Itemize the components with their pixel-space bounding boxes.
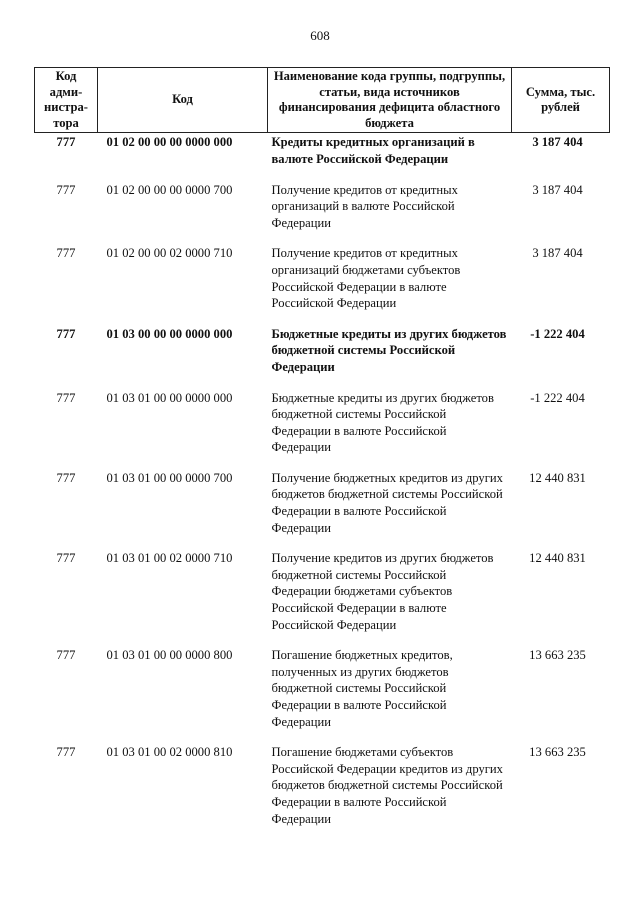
row-code: 01 03 01 00 02 0000 810 xyxy=(106,745,233,760)
row-code: 01 03 01 00 02 0000 710 xyxy=(106,551,233,566)
header-name: Наименование кода группы, подгруппы, статьи, вида источников финансирования дефицита областного бюджета xyxy=(268,68,512,133)
row-admin-code: 777 xyxy=(56,390,76,405)
row-name: Погашение бюджетных кредитов, полученных из других бюджетов бюджетной системы Российской Федерации в валюте Российской Федерации xyxy=(271,648,453,729)
row-name: Погашение бюджетами субъектов Российской Федерации кредитов из других бюджетов бюджетной системы Российской Федерации в валюте Российской Федерации xyxy=(271,745,503,826)
row-admin-code: 777 xyxy=(56,182,76,197)
row-name: Кредиты кредитных организаций в валюте Российской Федерации xyxy=(271,135,475,166)
header-code: Код xyxy=(98,68,268,133)
row-name: Получение бюджетных кредитов из других бюджетов бюджетной системы Российской Федерации в валюте Российской Федерации xyxy=(271,470,503,535)
header-sum: Сумма, тыс. рублей xyxy=(512,68,610,133)
row-sum: 3 187 404 xyxy=(532,246,583,261)
table-header-row xyxy=(35,68,610,133)
row-code: 01 02 00 00 02 0000 710 xyxy=(106,246,233,261)
row-sum: 13 663 235 xyxy=(529,648,586,663)
row-code: 01 03 01 00 00 0000 000 xyxy=(106,390,233,405)
page-number: 608 xyxy=(310,28,330,43)
row-code: 01 03 00 00 00 0000 000 xyxy=(106,326,233,341)
row-code: 01 02 00 00 00 0000 700 xyxy=(106,182,233,197)
row-admin-code: 777 xyxy=(56,246,76,261)
row-name: Бюджетные кредиты из других бюджетов бюджетной системы Российской Федерации в валюте Российской Федерации xyxy=(271,390,494,455)
row-sum: 12 440 831 xyxy=(529,551,586,566)
row-sum: 13 663 235 xyxy=(529,745,586,760)
table-row xyxy=(35,245,610,325)
row-name: Получение кредитов от кредитных организаций бюджетами субъектов Российской Федерации в валюте Российской Федерации xyxy=(271,246,461,311)
row-name: Получение кредитов от кредитных организаций в валюте Российской Федерации xyxy=(271,182,458,230)
row-admin-code: 777 xyxy=(56,745,76,760)
row-code: 01 03 01 00 00 0000 800 xyxy=(106,648,233,663)
sources-table xyxy=(34,67,610,841)
row-sum: 12 440 831 xyxy=(529,470,586,485)
table-row xyxy=(35,647,610,744)
header-admin-code: Код адми-нистра-тора xyxy=(35,68,98,133)
row-code: 01 02 00 00 00 0000 000 xyxy=(106,135,233,150)
table-row xyxy=(35,744,610,841)
row-admin-code: 777 xyxy=(56,551,76,566)
table-row xyxy=(35,550,610,647)
table-row xyxy=(35,470,610,550)
row-sum: -1 222 404 xyxy=(530,390,585,405)
row-admin-code: 777 xyxy=(56,470,76,485)
table-row xyxy=(35,390,610,470)
row-admin-code: 777 xyxy=(56,648,76,663)
row-admin-code: 777 xyxy=(56,326,76,341)
table-row xyxy=(35,182,610,246)
table-row xyxy=(35,133,610,182)
row-sum: -1 222 404 xyxy=(530,326,585,341)
table-row xyxy=(35,326,610,390)
row-sum: 3 187 404 xyxy=(532,135,583,150)
row-name: Бюджетные кредиты из других бюджетов бюджетной системы Российской Федерации xyxy=(271,326,507,374)
row-sum: 3 187 404 xyxy=(532,182,583,197)
row-admin-code: 777 xyxy=(56,135,76,150)
row-name: Получение кредитов из других бюджетов бюджетной системы Российской Федерации бюджетами субъектов Российской Федерации в валюте Российской Федерации xyxy=(271,551,494,632)
row-code: 01 03 01 00 00 0000 700 xyxy=(106,470,233,485)
